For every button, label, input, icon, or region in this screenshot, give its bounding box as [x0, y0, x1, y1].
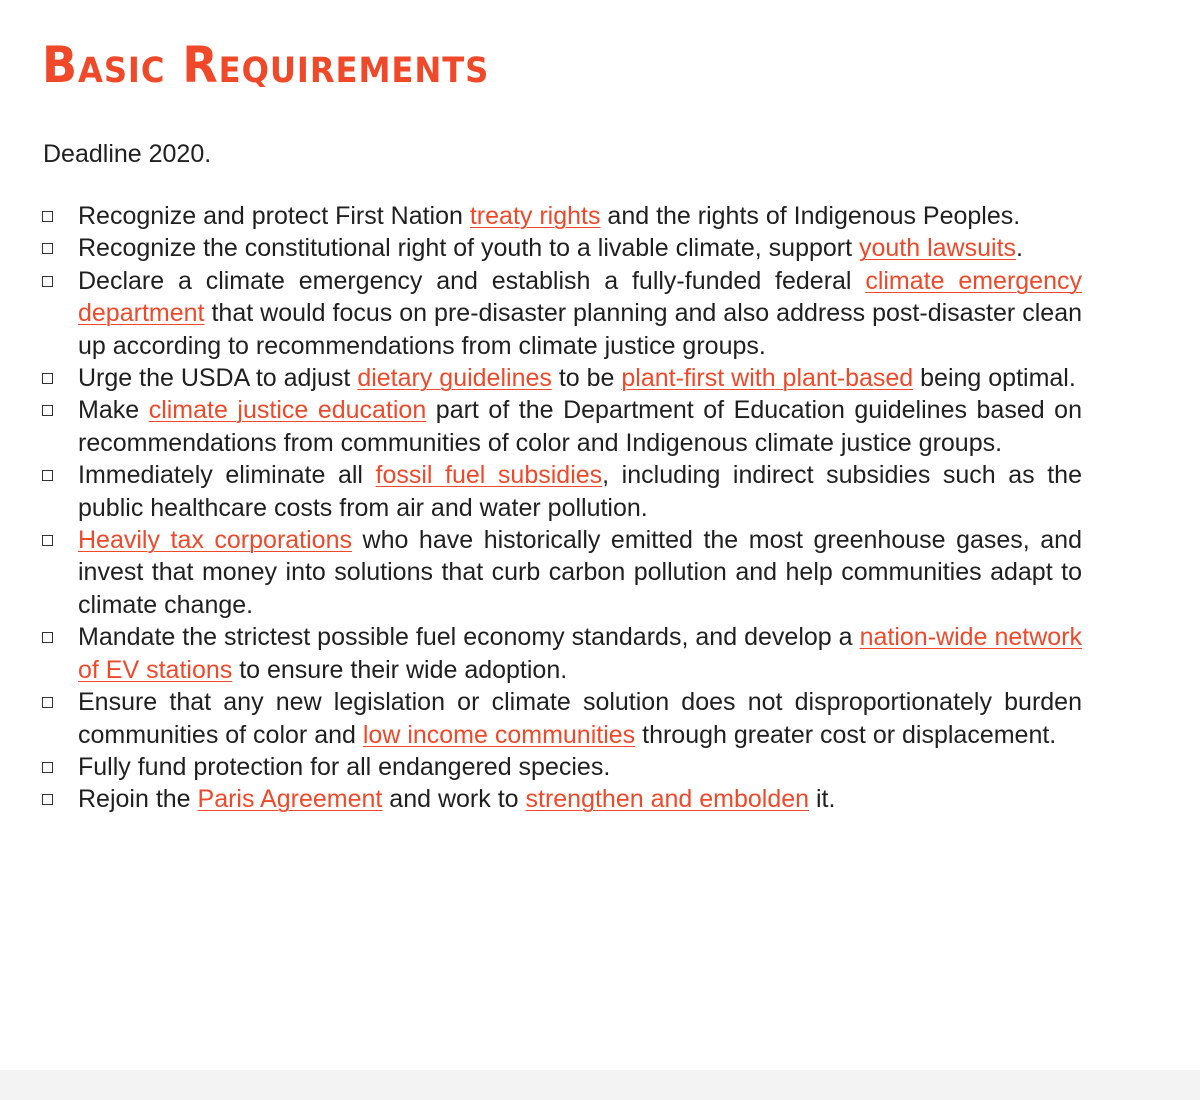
requirement-link[interactable]: treaty rights — [469, 202, 601, 230]
list-item — [42, 621, 1082, 686]
checkbox-outline-icon — [42, 535, 53, 546]
requirement-text: Urge the USDA to adjust — [78, 364, 358, 393]
list-item — [42, 200, 1082, 232]
checkbox-outline-icon — [42, 470, 53, 481]
requirement-text: Make — [78, 396, 149, 425]
requirement-link[interactable]: Heavily tax corporations — [78, 526, 352, 555]
requirement-link[interactable]: strengthen and embolden — [525, 785, 810, 814]
requirement-link[interactable]: plant-first with plant-based — [621, 364, 914, 393]
requirement-text: Mandate the strictest possible fuel economy standards, and develop a — [78, 623, 860, 652]
requirement-link[interactable]: youth lawsuits — [859, 234, 1017, 263]
requirement-text: part of the Department of Education guidelines based on recommendations from communities of color and Indigenous climate justice groups. — [78, 396, 1082, 457]
requirement-text: Recognize the constitutional right of youth to a livable climate, support — [78, 234, 859, 263]
checkbox-outline-icon — [42, 243, 53, 254]
checkbox-outline-icon — [42, 405, 53, 416]
requirement-text: to be — [551, 364, 622, 393]
checkbox-outline-icon — [42, 697, 53, 708]
page-bottom-strip — [0, 1070, 1200, 1100]
requirement-text: . — [1016, 234, 1023, 263]
checkbox-outline-icon — [42, 794, 53, 805]
checkbox-outline-icon — [42, 762, 53, 773]
requirement-link[interactable]: fossil fuel subsidies — [375, 461, 603, 490]
deadline-text: Deadline 2020. — [43, 140, 212, 168]
requirements-list — [42, 200, 1082, 816]
requirement-text: Fully fund protection for all endangered species. — [78, 752, 611, 781]
requirement-text: that would focus on pre-disaster planning and also address post-disaster clean up according to recommendations from climate justice groups. — [78, 299, 1082, 360]
requirement-link[interactable]: climate justice education — [148, 396, 427, 425]
page-title: Basic Requirements — [42, 36, 490, 94]
requirement-link[interactable]: low income communities — [362, 720, 636, 749]
requirement-text: it. — [809, 785, 836, 814]
list-item — [42, 232, 1082, 264]
requirement-text: who have historically emitted the most greenhouse gases, and invest that money into solutions that curb carbon pollution and help communities adapt to climate change. — [78, 526, 1082, 619]
requirement-text: and work to — [382, 785, 526, 814]
list-item — [42, 362, 1082, 394]
list-item — [42, 394, 1082, 459]
list-item — [42, 783, 1082, 815]
checkbox-outline-icon — [42, 211, 53, 222]
requirement-text: and the rights of Indigenous Peoples. — [600, 202, 1021, 230]
checkbox-outline-icon — [42, 373, 53, 384]
requirement-link[interactable]: Paris Agreement — [197, 785, 383, 814]
requirement-text: Declare a climate emergency and establish a fully-funded federal — [78, 266, 866, 295]
requirement-text: Recognize and protect First Nation — [78, 202, 470, 230]
requirement-link[interactable]: nation-wide network of EV stations — [78, 623, 1082, 684]
checkbox-outline-icon — [42, 632, 53, 643]
requirement-text: being optimal. — [913, 364, 1076, 393]
requirement-text: Ensure that any new legislation or climate solution does not disproportionately burden communities of color and — [78, 688, 1082, 749]
checkbox-outline-icon — [42, 276, 53, 287]
requirement-text: to ensure their wide adoption. — [232, 655, 568, 684]
requirement-link[interactable]: climate emergency department — [78, 266, 1082, 328]
requirement-text: Rejoin the — [78, 785, 198, 814]
requirement-text: Immediately eliminate all — [78, 461, 376, 490]
list-item — [42, 751, 1082, 783]
list-item — [42, 524, 1082, 621]
requirement-text: through greater cost or displacement. — [635, 720, 1057, 749]
requirement-text: , including indirect subsidies such as the public healthcare costs from air and water pollution. — [78, 461, 1082, 522]
list-item — [42, 686, 1082, 751]
requirement-link[interactable]: dietary guidelines — [357, 364, 552, 393]
list-item — [42, 265, 1082, 362]
list-item — [42, 459, 1082, 524]
